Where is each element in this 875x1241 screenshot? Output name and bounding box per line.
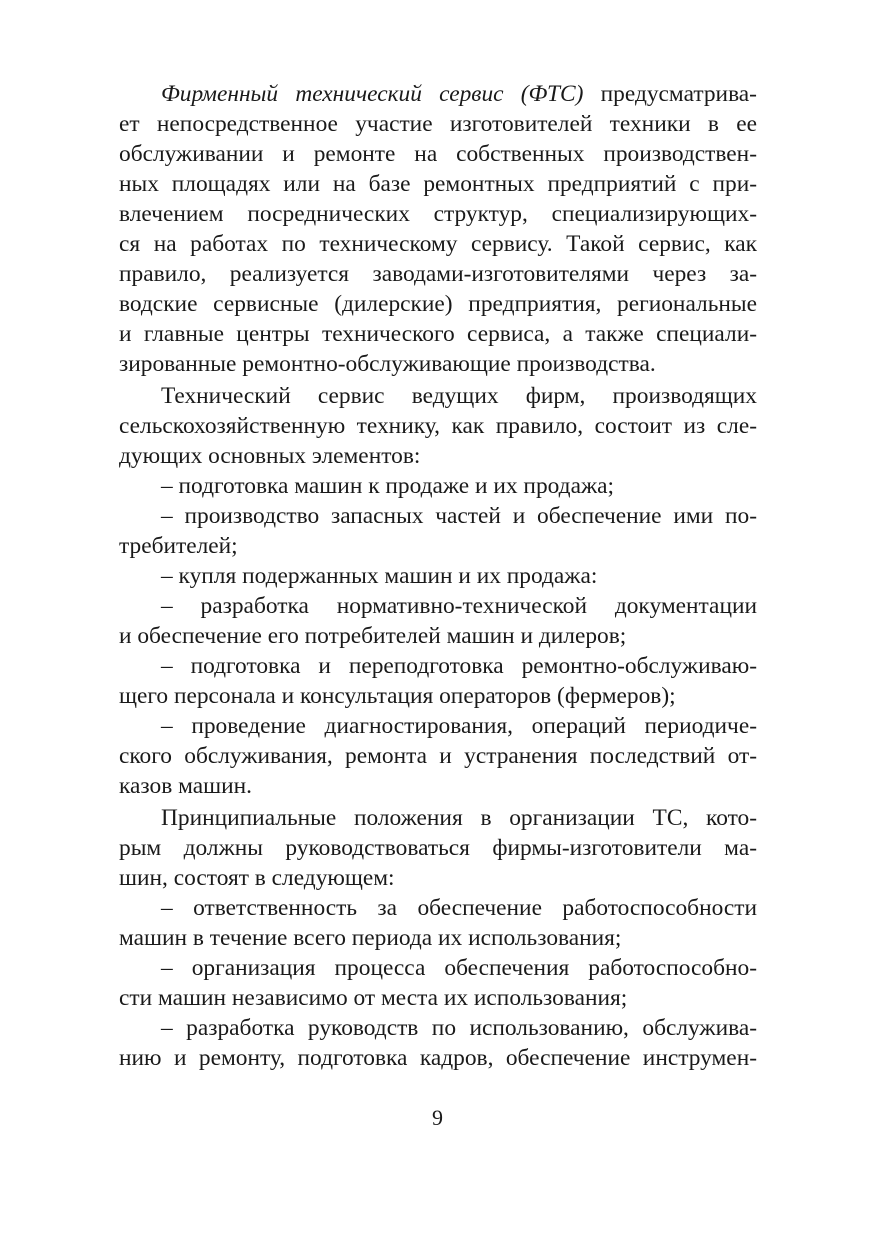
- list-item: [119, 591, 757, 651]
- text-line: и обеспечение его потребителей машин и дилеров;: [119, 623, 627, 649]
- paragraph-fts-definition: [119, 79, 757, 379]
- text-line: – купля подержанных машин и их продажа:: [161, 563, 598, 589]
- text-line: зированные ремонтно-обслуживающие производства.: [119, 351, 656, 377]
- text-line: Технический сервис ведущих фирм, производящих: [161, 383, 757, 409]
- list-item: [119, 501, 757, 561]
- text-line: дующих основных элементов:: [119, 443, 421, 469]
- page-body: [119, 79, 757, 1073]
- text-line: ского обслуживания, ремонта и устранения последствий от-: [119, 743, 757, 769]
- text-line: щего персонала и консультация операторов (фермеров);: [119, 683, 676, 709]
- text-line: – подготовка и переподготовка ремонтно-обслуживаю-: [161, 653, 757, 679]
- text-line: – разработка руководств по использованию, обслужива-: [161, 1015, 757, 1041]
- text-line: Фирменный технический сервис (ФТС) предусматрива-: [161, 81, 757, 107]
- term-fts: Фирменный технический сервис (ФТС): [161, 81, 584, 107]
- text-line: казов машин.: [119, 773, 252, 799]
- text-line: – ответственность за обеспечение работоспособности: [161, 895, 757, 921]
- text-line: ных площадях или на базе ремонтных предприятий с при-: [119, 171, 757, 197]
- text-line: и главные центры технического сервиса, а также специали-: [119, 321, 757, 347]
- list-item: [119, 893, 757, 953]
- list-item: [119, 561, 757, 591]
- list-item: [119, 711, 757, 801]
- text-line: машин в течение всего периода их использования;: [119, 925, 622, 951]
- list-item: [119, 1013, 757, 1073]
- list-item: [119, 471, 757, 501]
- text-line: сельскохозяйственную технику, как правило, состоит из сле-: [119, 413, 757, 439]
- text-line: обслуживании и ремонте на собственных производствен-: [119, 141, 757, 167]
- list-item: [119, 651, 757, 711]
- text-line: – подготовка машин к продаже и их продажа;: [161, 473, 614, 499]
- text-line: Принципиальные положения в организации ТС, кото-: [161, 805, 757, 831]
- text-line: требителей;: [119, 533, 238, 559]
- text-line: – разработка нормативно-технической документации: [161, 593, 757, 619]
- text-line: – организация процесса обеспечения работоспособно-: [161, 955, 757, 981]
- text-line: сти машин независимо от места их использования;: [119, 985, 628, 1011]
- paragraph-elements-intro: [119, 381, 757, 471]
- text-line: ся на работах по техническому сервису. Такой сервис, как: [119, 231, 757, 257]
- text-line: – производство запасных частей и обеспечение ими по-: [161, 503, 757, 529]
- text-line: нию и ремонту, подготовка кадров, обеспечение инструмен-: [119, 1045, 757, 1071]
- paragraph-principles-intro: [119, 803, 757, 893]
- text-line: правило, реализуется заводами-изготовителями через за-: [119, 261, 757, 287]
- text-line: – проведение диагностирования, операций периодиче-: [161, 713, 757, 739]
- page-number: 9: [432, 1105, 443, 1130]
- text-line: шин, состоят в следующем:: [119, 865, 395, 891]
- text-line: ет непосредственное участие изготовителей техники в ее: [119, 111, 757, 137]
- text-line: водские сервисные (дилерские) предприятия, региональные: [119, 291, 757, 317]
- text-line: рым должны руководствоваться фирмы-изготовители ма-: [119, 835, 757, 861]
- list-item: [119, 953, 757, 1013]
- text-line: влечением посреднических структур, специализирующих-: [119, 201, 757, 227]
